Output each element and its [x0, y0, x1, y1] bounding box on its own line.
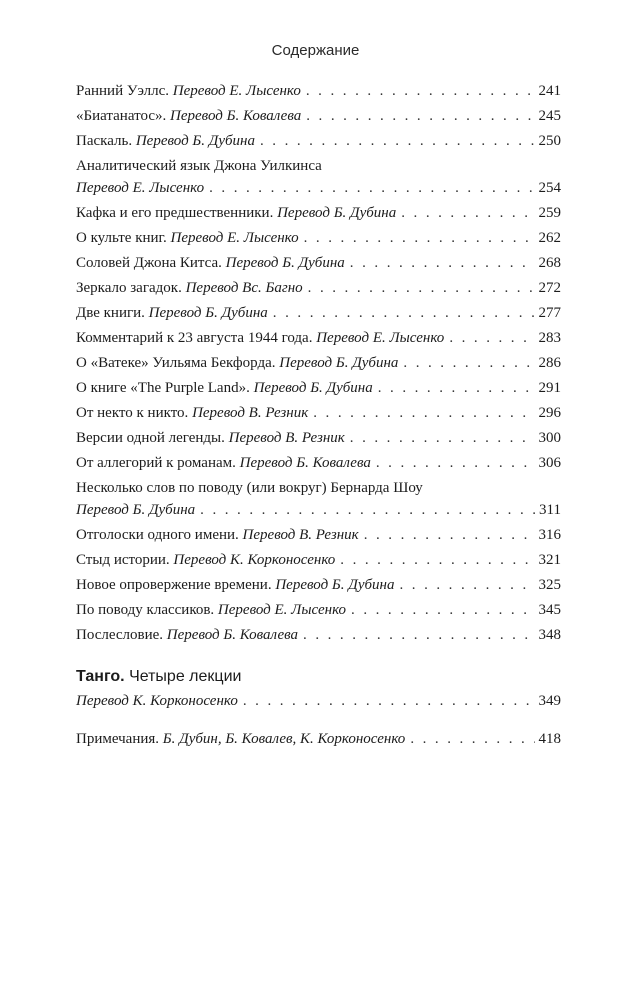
entry-translator: Перевод В. Резник — [192, 405, 309, 421]
dot-leader — [376, 452, 535, 474]
entry-title: Аналитический язык Джона Уилкинса — [76, 158, 322, 174]
entry-title: Версии одной легенды. — [76, 430, 225, 446]
dot-leader — [260, 130, 535, 152]
toc-entry — [76, 524, 561, 546]
section-subtitle: Четыре лекции — [129, 668, 242, 685]
dot-leader — [200, 499, 535, 521]
entry-title: Соловей Джона Китса. — [76, 255, 222, 271]
page-number: 254 — [538, 180, 561, 196]
entry-translator: Перевод Б. Ковалева — [239, 455, 371, 471]
page-number: 262 — [538, 230, 561, 246]
toc-entry — [76, 574, 561, 596]
dot-leader — [304, 227, 535, 249]
toc-entry — [76, 327, 561, 349]
section-heading-tango — [76, 666, 561, 688]
entry-title: От некто к никто. — [76, 405, 189, 421]
dot-leader — [410, 728, 534, 750]
toc-entry — [76, 690, 561, 712]
entry-translator: Перевод Б. Дубина — [148, 305, 268, 321]
page-number: 286 — [538, 355, 561, 371]
entry-translator: Перевод В. Резник — [242, 527, 359, 543]
entry-translator: Перевод Б. Дубина — [225, 255, 345, 271]
toc-entry — [76, 624, 561, 646]
page-number: 311 — [539, 502, 561, 518]
entry-translator: Перевод Е. Лысенко — [170, 230, 299, 246]
dot-leader — [306, 105, 534, 127]
toc-entry — [76, 549, 561, 571]
dot-leader — [401, 202, 534, 224]
page-number: 325 — [538, 577, 561, 593]
page-number: 316 — [538, 527, 561, 543]
toc-entry — [76, 427, 561, 449]
entry-title: Паскаль. — [76, 133, 133, 149]
entry-authors: Б. Дубин, Б. Ковалев, К. Корконосенко — [162, 731, 406, 747]
dot-leader — [273, 302, 535, 324]
page-number: 345 — [538, 602, 561, 618]
entry-translator: Перевод Е. Лысенко — [316, 330, 445, 346]
entry-title: Две книги. — [76, 305, 145, 321]
entry-translator: Перевод Вс. Багно — [185, 280, 303, 296]
entry-translator: Перевод Б. Ковалева — [166, 627, 299, 643]
dot-leader — [303, 624, 534, 646]
dot-leader — [378, 377, 535, 399]
toc-entry — [76, 452, 561, 474]
page-number: 259 — [538, 205, 561, 221]
entry-title: Комментарий к 23 августа 1944 года. — [76, 330, 313, 346]
toc-entry — [76, 352, 561, 374]
dot-leader — [350, 252, 535, 274]
page-number: 348 — [538, 627, 561, 643]
dot-leader — [449, 327, 534, 349]
toc-entry — [76, 155, 561, 199]
page-number: 291 — [538, 380, 561, 396]
dot-leader — [209, 177, 534, 199]
dot-leader — [364, 524, 535, 546]
entry-translator: Перевод Е. Лысенко — [76, 180, 205, 196]
page-number: 349 — [538, 693, 561, 709]
entry-translator: Перевод В. Резник — [228, 430, 345, 446]
dot-leader — [340, 549, 534, 571]
entry-title: Несколько слов по поводу (или вокруг) Бернарда Шоу — [76, 480, 423, 496]
entry-title: О культе книг. — [76, 230, 167, 246]
toc-entry — [76, 302, 561, 324]
page-number: 250 — [538, 133, 561, 149]
entry-title: Зеркало загадок. — [76, 280, 182, 296]
page-number: 283 — [538, 330, 561, 346]
entry-title: Отголоски одного имени. — [76, 527, 239, 543]
dot-leader — [351, 599, 534, 621]
page-number: 321 — [538, 552, 561, 568]
dot-leader — [306, 80, 535, 102]
page-title: Содержание — [271, 42, 360, 59]
page-number: 418 — [538, 731, 561, 747]
dot-leader — [399, 574, 534, 596]
entry-translator: Перевод Б. Дубина — [279, 355, 399, 371]
entry-translator: Перевод Е. Лысенко — [172, 83, 301, 99]
entry-title: От аллегорий к романам. — [76, 455, 236, 471]
dot-leader — [403, 352, 534, 374]
entry-title: Послесловие. — [76, 627, 164, 643]
page-number: 300 — [538, 430, 561, 446]
entry-translator: Перевод Е. Лысенко — [217, 602, 347, 618]
entry-translator: Перевод Б. Дубина — [76, 502, 196, 518]
entry-translator: Перевод Б. Дубина — [275, 577, 395, 593]
toc-entry-notes — [76, 728, 561, 750]
toc-entry — [76, 252, 561, 274]
toc-entry — [76, 477, 561, 521]
entry-title: О «Ватеке» Уильяма Бекфорда. — [76, 355, 276, 371]
toc-entry — [76, 599, 561, 621]
page-number: 306 — [538, 455, 561, 471]
entry-title: Ранний Уэллс. — [76, 83, 170, 99]
section-title: Танго. — [76, 668, 125, 685]
toc-entry — [76, 402, 561, 424]
page-number: 277 — [538, 305, 561, 321]
entry-translator: Перевод Б. Дубина — [277, 205, 397, 221]
toc-entry — [76, 80, 561, 102]
toc-entry — [76, 227, 561, 249]
entry-title: Примечания. — [76, 731, 160, 747]
entry-title: О книге «The Purple Land». — [76, 380, 250, 396]
page-number: 296 — [538, 405, 561, 421]
toc-entry — [76, 130, 561, 152]
page-number: 245 — [538, 108, 561, 124]
entry-translator: Перевод Б. Дубина — [135, 133, 255, 149]
page-number: 272 — [538, 280, 561, 296]
dot-leader — [350, 427, 535, 449]
entry-translator: Перевод Б. Ковалева — [170, 108, 302, 124]
dot-leader — [308, 277, 535, 299]
entry-title: Кафка и его предшественники. — [76, 205, 274, 221]
dot-leader — [243, 690, 535, 712]
entry-translator: Перевод К. Корконосенко — [76, 693, 238, 709]
page-number: 241 — [538, 83, 561, 99]
toc-entry — [76, 202, 561, 224]
toc-entry — [76, 377, 561, 399]
toc-entry — [76, 105, 561, 127]
entry-title: Новое опровержение времени. — [76, 577, 272, 593]
entry-title: «Биатанатос». — [76, 108, 167, 124]
dot-leader — [313, 402, 534, 424]
entry-translator: Перевод К. Корконосенко — [173, 552, 336, 568]
entry-title: По поводу классиков. — [76, 602, 215, 618]
toc-entry — [76, 277, 561, 299]
entry-translator: Перевод Б. Дубина — [253, 380, 373, 396]
entry-title: Стыд истории. — [76, 552, 170, 568]
table-of-contents — [76, 80, 561, 750]
page-number: 268 — [538, 255, 561, 271]
